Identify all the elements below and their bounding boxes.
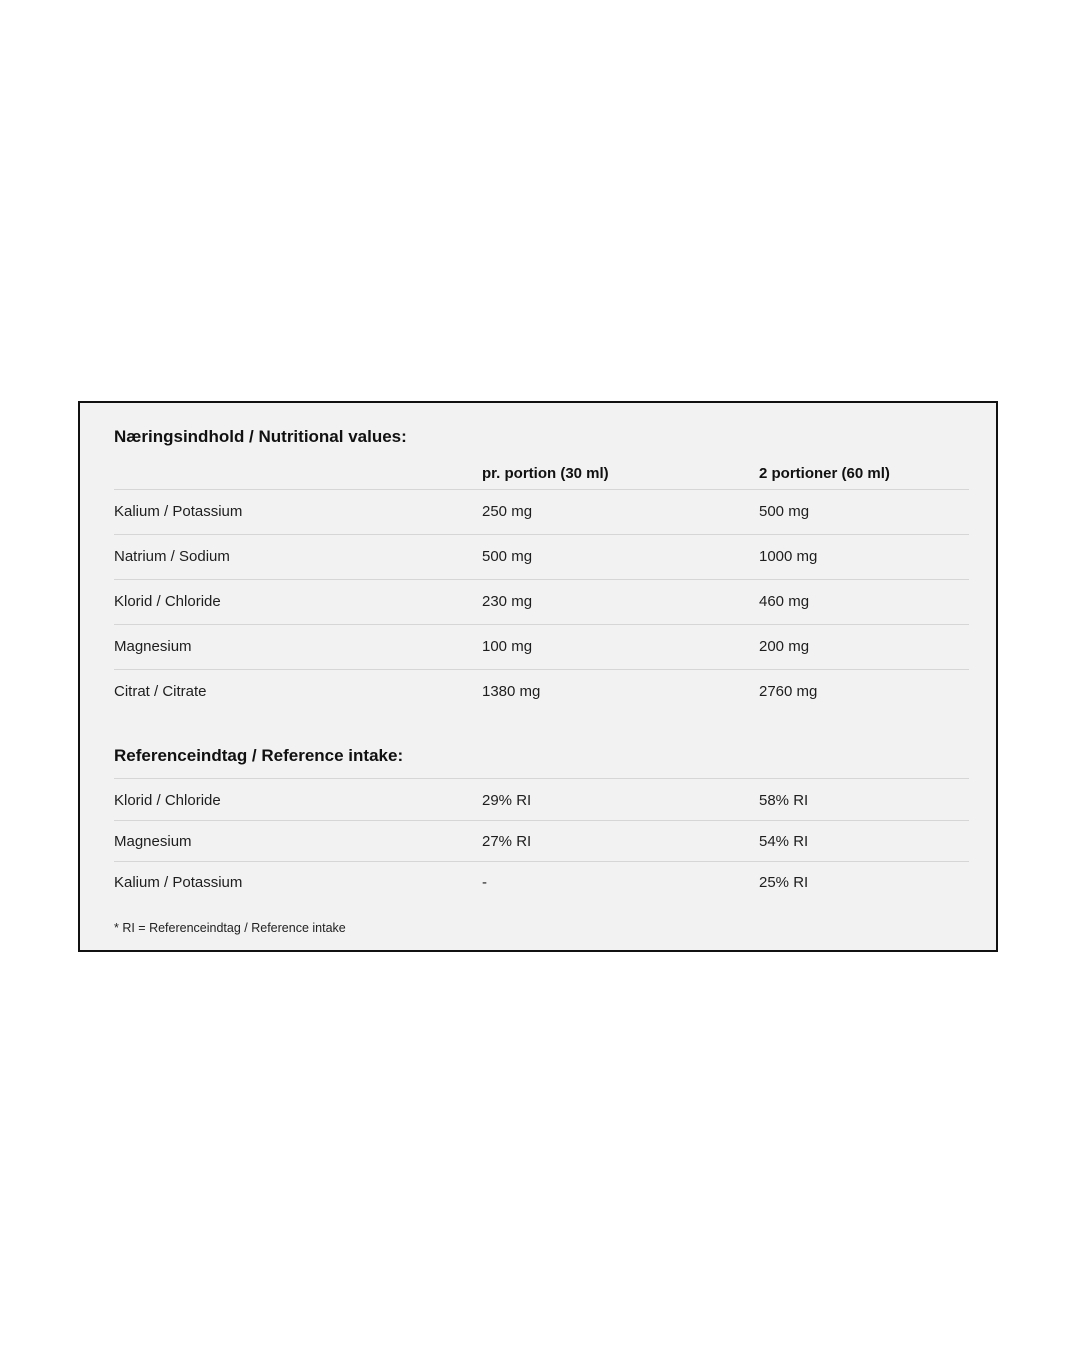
row-divider bbox=[114, 534, 969, 535]
reference-header-divider bbox=[114, 778, 969, 779]
reference-two-portions: 25% RI bbox=[759, 874, 809, 891]
column-header-two-portions: 2 portioner (60 ml) bbox=[759, 465, 890, 482]
nutrient-name: Citrat / Citrate bbox=[114, 683, 207, 700]
nutrient-per-portion: 230 mg bbox=[482, 593, 533, 610]
nutrient-per-portion: 250 mg bbox=[482, 503, 533, 520]
reference-nutrient-name: Klorid / Chloride bbox=[114, 792, 221, 809]
nutrient-two-portions: 460 mg bbox=[759, 593, 810, 610]
nutrition-title: Næringsindhold / Nutritional values: bbox=[114, 427, 407, 446]
nutrient-two-portions: 2760 mg bbox=[759, 683, 818, 700]
reference-title: Referenceindtag / Reference intake: bbox=[114, 746, 404, 765]
nutrient-name: Natrium / Sodium bbox=[114, 548, 230, 565]
nutrient-name: Kalium / Potassium bbox=[114, 503, 243, 520]
reference-two-portions: 54% RI bbox=[759, 833, 809, 850]
nutrient-per-portion: 1380 mg bbox=[482, 683, 541, 700]
reference-per-portion: 29% RI bbox=[482, 792, 532, 809]
reference-two-portions: 58% RI bbox=[759, 792, 809, 809]
nutrient-per-portion: 100 mg bbox=[482, 638, 533, 655]
nutrient-name: Klorid / Chloride bbox=[114, 593, 221, 610]
row-divider bbox=[114, 820, 969, 821]
row-divider bbox=[114, 861, 969, 862]
row-divider bbox=[114, 579, 969, 580]
reference-per-portion: - bbox=[482, 874, 487, 891]
nutrient-per-portion: 500 mg bbox=[482, 548, 533, 565]
nutrient-two-portions: 500 mg bbox=[759, 503, 810, 520]
row-divider bbox=[114, 669, 969, 670]
nutrient-name: Magnesium bbox=[114, 638, 192, 655]
nutrient-two-portions: 200 mg bbox=[759, 638, 810, 655]
column-header-per-portion: pr. portion (30 ml) bbox=[482, 465, 609, 482]
header-divider bbox=[114, 489, 969, 490]
nutrient-two-portions: 1000 mg bbox=[759, 548, 818, 565]
row-divider bbox=[114, 624, 969, 625]
reference-per-portion: 27% RI bbox=[482, 833, 532, 850]
nutrition-table-card bbox=[78, 401, 998, 952]
reference-nutrient-name: Kalium / Potassium bbox=[114, 874, 243, 891]
reference-nutrient-name: Magnesium bbox=[114, 833, 192, 850]
footnote: * RI = Referenceindtag / Reference intake bbox=[114, 921, 346, 935]
